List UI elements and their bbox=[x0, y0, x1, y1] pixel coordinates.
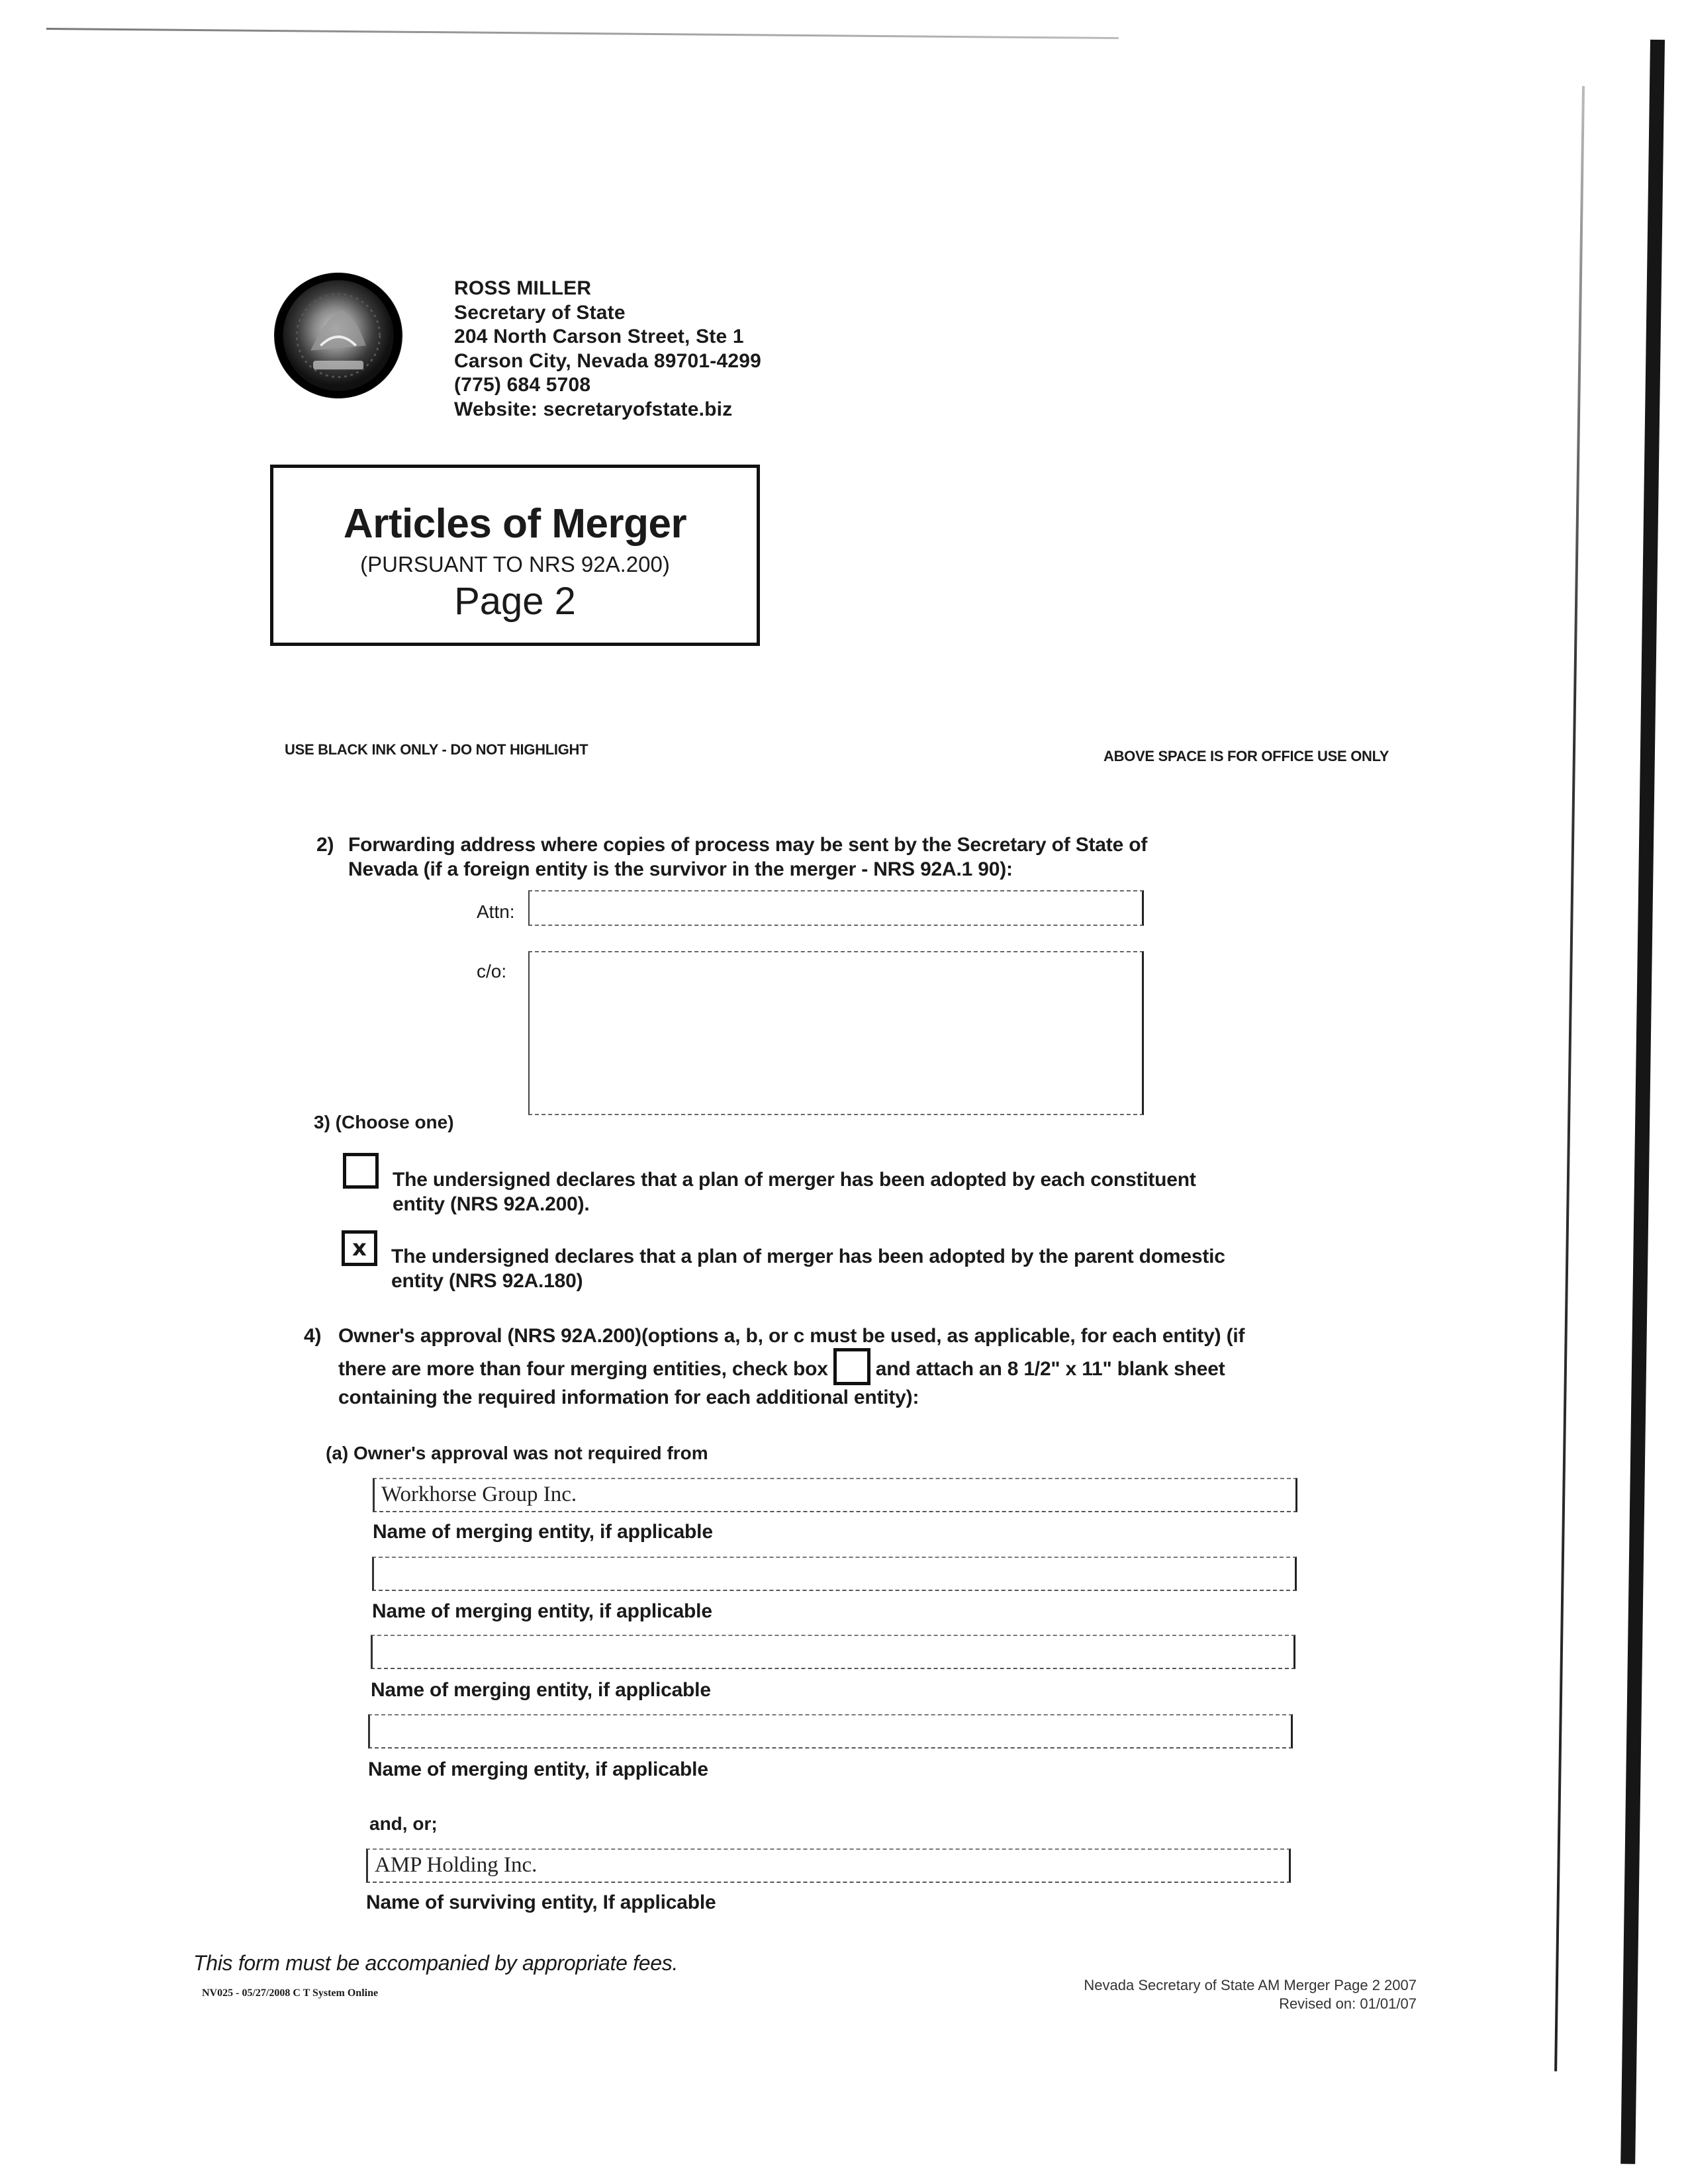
merging-entity-label: Name of merging entity, if applicable bbox=[368, 1758, 708, 1780]
section-2-question bbox=[316, 833, 1309, 882]
option-text bbox=[393, 1167, 1346, 1216]
secretary-name: ROSS MILLER bbox=[454, 277, 592, 299]
scan-edge-line bbox=[46, 28, 1119, 39]
form-name: Nevada Secretary of State AM Merger Page 2 2007 bbox=[1084, 1977, 1417, 1993]
option-line: entity (NRS 92A.180) bbox=[391, 1270, 583, 1292]
section-number: 4) bbox=[304, 1325, 322, 1347]
scan-edge-bar bbox=[1620, 40, 1665, 2164]
merging-entity-field[interactable]: Workhorse Group Inc. bbox=[373, 1478, 1297, 1512]
question-text: Owner's approval (NRS 92A.200)(options a, b, or c must be used, as applicable, for each entity) (if bbox=[338, 1325, 1245, 1347]
agency-header bbox=[454, 277, 761, 422]
attn-field[interactable] bbox=[528, 890, 1144, 926]
question-text: Forwarding address where copies of process may be sent by the Secretary of State of bbox=[348, 834, 1148, 856]
phone-number: (775) 684 5708 bbox=[454, 374, 591, 396]
care-of-field[interactable] bbox=[528, 951, 1144, 1115]
question-text: and attach an 8 1/2" x 11" blank sheet bbox=[875, 1357, 1225, 1380]
form-subtitle: (PURSUANT TO NRS 92A.200) bbox=[360, 552, 670, 576]
option-line: The undersigned declares that a plan of merger has been adopted by each constituent bbox=[393, 1169, 1196, 1191]
attn-label: Attn: bbox=[477, 901, 515, 922]
page-label: Page 2 bbox=[454, 580, 576, 623]
plan-adopted-by-each-checkbox[interactable] bbox=[343, 1153, 379, 1189]
nevada-seal-icon bbox=[274, 273, 402, 398]
website: Website: secretaryofstate.biz bbox=[454, 398, 733, 420]
merging-entity-field[interactable] bbox=[368, 1714, 1293, 1749]
merging-entity-field[interactable] bbox=[372, 1557, 1297, 1591]
section-3-heading: 3) (Choose one) bbox=[314, 1112, 454, 1132]
section-4-question bbox=[304, 1324, 1376, 1410]
surviving-entity-field[interactable]: AMP Holding Inc. bbox=[366, 1848, 1291, 1883]
revision-date: Revised on: 01/01/07 bbox=[1279, 1995, 1417, 2012]
fees-note: This form must be accompanied by appropriate fees. bbox=[193, 1951, 679, 1975]
ink-instruction: USE BLACK INK ONLY - DO NOT HIGHLIGHT bbox=[285, 741, 588, 758]
question-text: there are more than four merging entities, check box bbox=[338, 1357, 828, 1380]
sub-option-a: (a) Owner's approval was not required from bbox=[326, 1443, 708, 1463]
secretary-title: Secretary of State bbox=[454, 301, 626, 324]
form-footer bbox=[993, 1976, 1417, 2013]
section-number: 2) bbox=[316, 834, 334, 856]
question-text: containing the required information for each additional entity): bbox=[338, 1387, 919, 1408]
address-line-1: 204 North Carson Street, Ste 1 bbox=[454, 326, 744, 347]
plan-adopted-by-parent-checkbox[interactable]: x bbox=[342, 1230, 377, 1266]
care-of-label: c/o: bbox=[477, 961, 507, 981]
merging-entity-label: Name of merging entity, if applicable bbox=[371, 1679, 711, 1701]
form-id-stamp: NV025 - 05/27/2008 C T System Online bbox=[202, 1987, 379, 1999]
address-line-2: Carson City, Nevada 89701-4299 bbox=[454, 349, 762, 372]
extra-entities-checkbox[interactable] bbox=[833, 1348, 870, 1385]
merging-entity-field[interactable] bbox=[371, 1635, 1295, 1669]
form-title-box bbox=[270, 465, 760, 646]
form-title: Articles of Merger bbox=[343, 501, 687, 547]
option-line: entity (NRS 92A.200). bbox=[393, 1193, 590, 1215]
merging-entity-label: Name of merging entity, if applicable bbox=[372, 1600, 712, 1622]
option-line: The undersigned declares that a plan of merger has been adopted by the parent domestic bbox=[391, 1246, 1225, 1267]
and-or-text: and, or; bbox=[369, 1813, 438, 1834]
question-text: Nevada (if a foreign entity is the survivor in the merger - NRS 92A.1 90): bbox=[348, 858, 1013, 880]
option-text bbox=[391, 1244, 1364, 1293]
merging-entity-label: Name of merging entity, if applicable bbox=[373, 1521, 713, 1543]
office-use-note: ABOVE SPACE IS FOR OFFICE USE ONLY bbox=[1103, 748, 1389, 764]
scan-edge-line bbox=[1554, 86, 1585, 2071]
surviving-entity-label: Name of surviving entity, If applicable bbox=[366, 1891, 716, 1913]
